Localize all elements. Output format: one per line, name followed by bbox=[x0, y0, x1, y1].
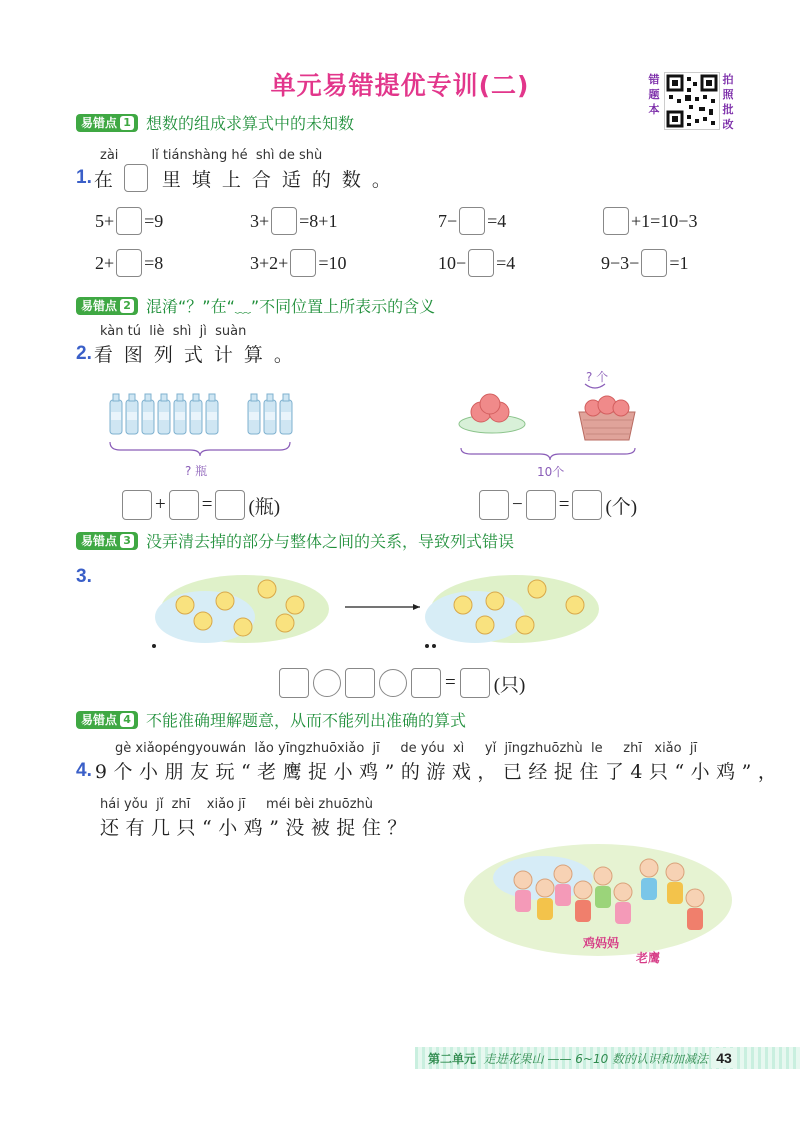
q1-eq-5: 2+ =8 bbox=[95, 249, 163, 277]
error-point-badge: 易错点 3 bbox=[76, 532, 138, 550]
footer-chapter: 走进花果山 —— 6~10 数的认识和加减法 bbox=[483, 1052, 709, 1066]
answer-blank[interactable] bbox=[271, 207, 297, 235]
footer-unit: 第二单元 bbox=[428, 1052, 477, 1066]
answer-blank[interactable] bbox=[169, 490, 199, 520]
mother-hen-label: 鸡妈妈 bbox=[583, 936, 620, 950]
answer-blank[interactable] bbox=[479, 490, 509, 520]
answer-blank[interactable] bbox=[641, 249, 667, 277]
unit-label: (只) bbox=[493, 674, 526, 696]
duck-icon bbox=[276, 614, 294, 632]
ducks-illustration bbox=[145, 565, 615, 655]
bottles-illustration bbox=[100, 390, 300, 460]
q1-eq-4: +1=10−3 bbox=[601, 207, 697, 235]
eagle-label: 老鹰 bbox=[636, 951, 661, 965]
page-number: 43 bbox=[711, 1048, 737, 1068]
q4-line1: 4. 9个小朋友玩“老鹰捉小鸡”的游戏，已经捉住了4只“小鸡”， bbox=[76, 759, 784, 783]
answer-blank[interactable] bbox=[290, 249, 316, 277]
apples-total-label: 10个 bbox=[537, 465, 565, 479]
question-number: 2. bbox=[76, 342, 92, 364]
duck-icon bbox=[216, 592, 234, 610]
bottles-total-label: ? 瓶 bbox=[185, 464, 208, 478]
answer-blank[interactable] bbox=[411, 668, 441, 698]
answer-blank[interactable] bbox=[215, 490, 245, 520]
duck-icon bbox=[258, 580, 276, 598]
duck-icon bbox=[176, 596, 194, 614]
answer-blank[interactable] bbox=[603, 207, 629, 235]
question-number: 4. bbox=[76, 759, 92, 781]
answer-blank[interactable] bbox=[122, 490, 152, 520]
duck-icon bbox=[528, 580, 546, 598]
operator-blank[interactable] bbox=[379, 669, 407, 697]
q4-pinyin-line2: hái yǒu jǐ zhī xiǎo jī méi bèi zhuōzhù bbox=[100, 797, 373, 812]
duck-icon bbox=[286, 596, 304, 614]
section-title: 不能准确理解题意，从而不能列出准确的算式 bbox=[146, 711, 467, 730]
q3-equation: = (只) bbox=[279, 668, 525, 698]
answer-blank[interactable] bbox=[116, 207, 142, 235]
section-title: 想数的组成求算式中的未知数 bbox=[146, 114, 355, 133]
answer-blank[interactable] bbox=[460, 668, 490, 698]
q2-stem: 2. 看图列式计算。 bbox=[76, 342, 304, 366]
error-point-badge: 易错点 1 bbox=[76, 114, 138, 132]
section-2-header bbox=[76, 294, 435, 317]
qr-left-label: 错题本 bbox=[648, 73, 660, 116]
unit-label: (瓶) bbox=[248, 496, 281, 518]
answer-blank[interactable] bbox=[124, 164, 148, 192]
section-3-header bbox=[76, 529, 514, 552]
q1-stem: 1. 在 里填上合适的数。 bbox=[76, 164, 402, 192]
error-point-badge: 易错点 4 bbox=[76, 711, 138, 729]
section-1-header bbox=[76, 111, 354, 134]
qr-code-area[interactable] bbox=[648, 72, 734, 130]
duck-icon bbox=[486, 592, 504, 610]
q1-eq-3: 7− =4 bbox=[438, 207, 506, 235]
ducks-after-scene bbox=[425, 575, 599, 648]
q4-pinyin-line1: gè xiǎopéngyouwán lǎo yīngzhuōxiǎo jī de yóu xì yǐ jīngzhuōzhù le zhī xiǎo jī bbox=[115, 741, 698, 756]
answer-blank[interactable] bbox=[279, 668, 309, 698]
question-number: 1. bbox=[76, 167, 92, 188]
section-title: 没弄清去掉的部分与整体之间的关系，导致列式错误 bbox=[146, 532, 515, 551]
q4-line2: 还有几只“小鸡”没被捉住？ bbox=[100, 817, 413, 839]
q2-pinyin: kàn tú liè shì jì suàn bbox=[100, 324, 247, 339]
apples-illustration bbox=[455, 382, 645, 462]
q1-eq-2: 3+ =8+1 bbox=[250, 207, 337, 235]
error-point-badge: 易错点 2 bbox=[76, 297, 138, 315]
q2-right-equation: − = (个) bbox=[479, 490, 637, 520]
section-title: 混淆“？”在“﹏”不同位置上所表示的含义 bbox=[146, 297, 436, 316]
q1-eq-1: 5+ =9 bbox=[95, 207, 163, 235]
duck-icon bbox=[516, 616, 534, 634]
duck-icon bbox=[566, 596, 584, 614]
duck-icon bbox=[194, 612, 212, 630]
answer-blank[interactable] bbox=[116, 249, 142, 277]
qr-code-icon bbox=[664, 72, 720, 130]
duck-icon bbox=[476, 616, 494, 634]
q1-eq-6: 3+2+ =10 bbox=[250, 249, 346, 277]
q2-left-equation: + = (瓶) bbox=[122, 490, 280, 520]
footer-text bbox=[428, 1050, 708, 1067]
q1-eq-7: 10− =4 bbox=[438, 249, 515, 277]
answer-blank[interactable] bbox=[468, 249, 494, 277]
unit-label: (个) bbox=[605, 496, 638, 518]
answer-blank[interactable] bbox=[572, 490, 602, 520]
apple-icon bbox=[480, 394, 500, 414]
operator-blank[interactable] bbox=[313, 669, 341, 697]
duck-icon bbox=[234, 618, 252, 636]
section-4-header bbox=[76, 708, 466, 731]
duck-icon bbox=[454, 596, 472, 614]
answer-blank[interactable] bbox=[345, 668, 375, 698]
q1-pinyin: zài lǐ tiánshàng hé shì de shù bbox=[100, 148, 323, 163]
answer-blank[interactable] bbox=[459, 207, 485, 235]
basket-unknown-label: ? 个 bbox=[586, 370, 609, 384]
ducks-before-scene bbox=[152, 575, 329, 648]
answer-blank[interactable] bbox=[526, 490, 556, 520]
qr-right-label: 拍照批改 bbox=[722, 73, 734, 131]
question-number: 3. bbox=[76, 566, 92, 587]
page-title: 单元易错提优专训(二) bbox=[270, 71, 530, 100]
q1-eq-8: 9−3− =1 bbox=[601, 249, 688, 277]
basket-icon bbox=[579, 396, 635, 440]
